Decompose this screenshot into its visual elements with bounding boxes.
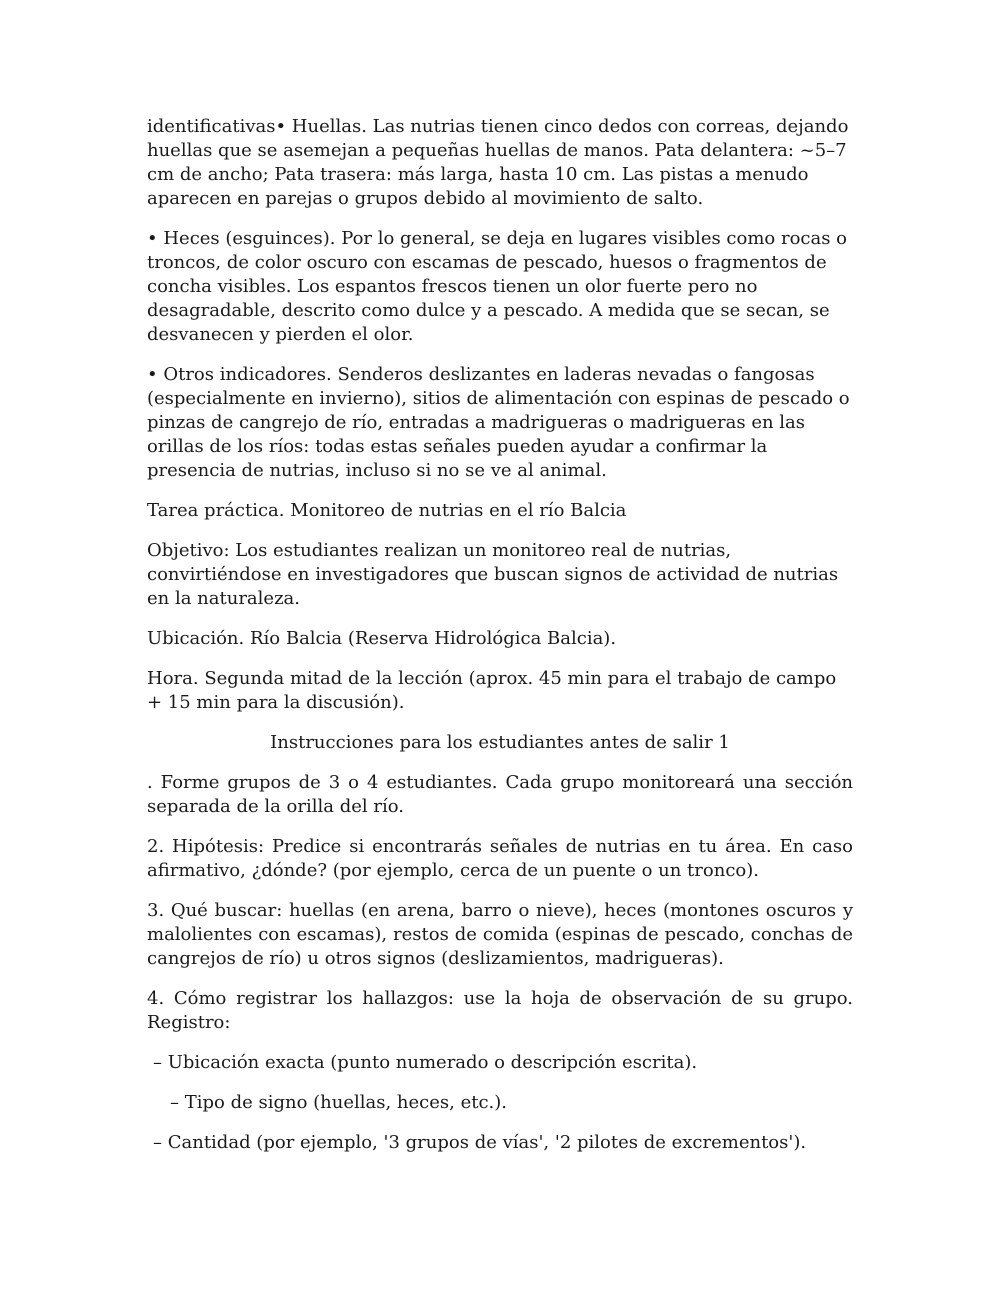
paragraph-other-indicators: • Otros indicadores. Senderos deslizantes en laderas nevadas o fangosas (especialmente en invierno), sitios de alimentación con espinas de pescado o pinzas de cangrejo de río, entradas a madrigueras o madrigueras en las orillas de los ríos: todas estas señales pueden ayudar a confirmar la presencia de nutrias, incluso si no se ve al animal.	[147, 364, 850, 481]
instruction-item-4: 4. Cómo registrar los hallazgos: use la hoja de observación de su grupo. Registro:	[147, 988, 853, 1033]
section-heading-practical-task: Tarea práctica. Monitoreo de nutrias en el río Balcia	[147, 500, 627, 521]
document-page	[147, 115, 853, 1171]
record-item-location: – Ubicación exacta (punto numerado o descripción escrita).	[153, 1052, 698, 1073]
paragraph-time: Hora. Segunda mitad de la lección (aprox. 45 min para el trabajo de campo + 15 min para la discusión).	[147, 668, 837, 713]
instructions-heading: Instrucciones para los estudiantes antes de salir 1	[270, 732, 730, 753]
record-item-sign-type: – Tipo de signo (huellas, heces, etc.).	[170, 1092, 508, 1113]
paragraph-tracks: identificativas• Huellas. Las nutrias tienen cinco dedos con correas, dejando huellas que se asemejan a pequeñas huellas de manos. Pata delantera: ~5–7 cm de ancho; Pata trasera: más larga, hasta 10 cm. Las pistas a menudo aparecen en parejas o grupos debido al movimiento de salto.	[147, 116, 849, 209]
instruction-item-3: 3. Qué buscar: huellas (en arena, barro o nieve), heces (montones oscuros y malolientes con escamas), restos de comida (espinas de pescado, conchas de cangrejos de río) u otros signos (deslizamientos, madrigueras).	[147, 900, 853, 969]
paragraph-feces: • Heces (esguinces). Por lo general, se deja en lugares visibles como rocas o troncos, de color oscuro con escamas de pescado, huesos o fragmentos de concha visibles. Los espantos frescos tienen un olor fuerte pero no desagradable, descrito como dulce y a pescado. A medida que se secan, se desvanecen y pierden el olor.	[147, 228, 848, 345]
instruction-item-1: . Forme grupos de 3 o 4 estudiantes. Cada grupo monitoreará una sección separada de la orilla del río.	[147, 772, 853, 817]
paragraph-objective: Objetivo: Los estudiantes realizan un monitoreo real de nutrias, convirtiéndose en investigadores que buscan signos de actividad de nutrias en la naturaleza.	[147, 540, 839, 609]
paragraph-location: Ubicación. Río Balcia (Reserva Hidrológica Balcia).	[147, 628, 617, 649]
record-item-quantity: – Cantidad (por ejemplo, '3 grupos de vías', '2 pilotes de excrementos').	[153, 1132, 807, 1153]
instruction-item-2: 2. Hipótesis: Predice si encontrarás señales de nutrias en tu área. En caso afirmativo, ¿dónde? (por ejemplo, cerca de un puente o un tronco).	[147, 836, 853, 881]
